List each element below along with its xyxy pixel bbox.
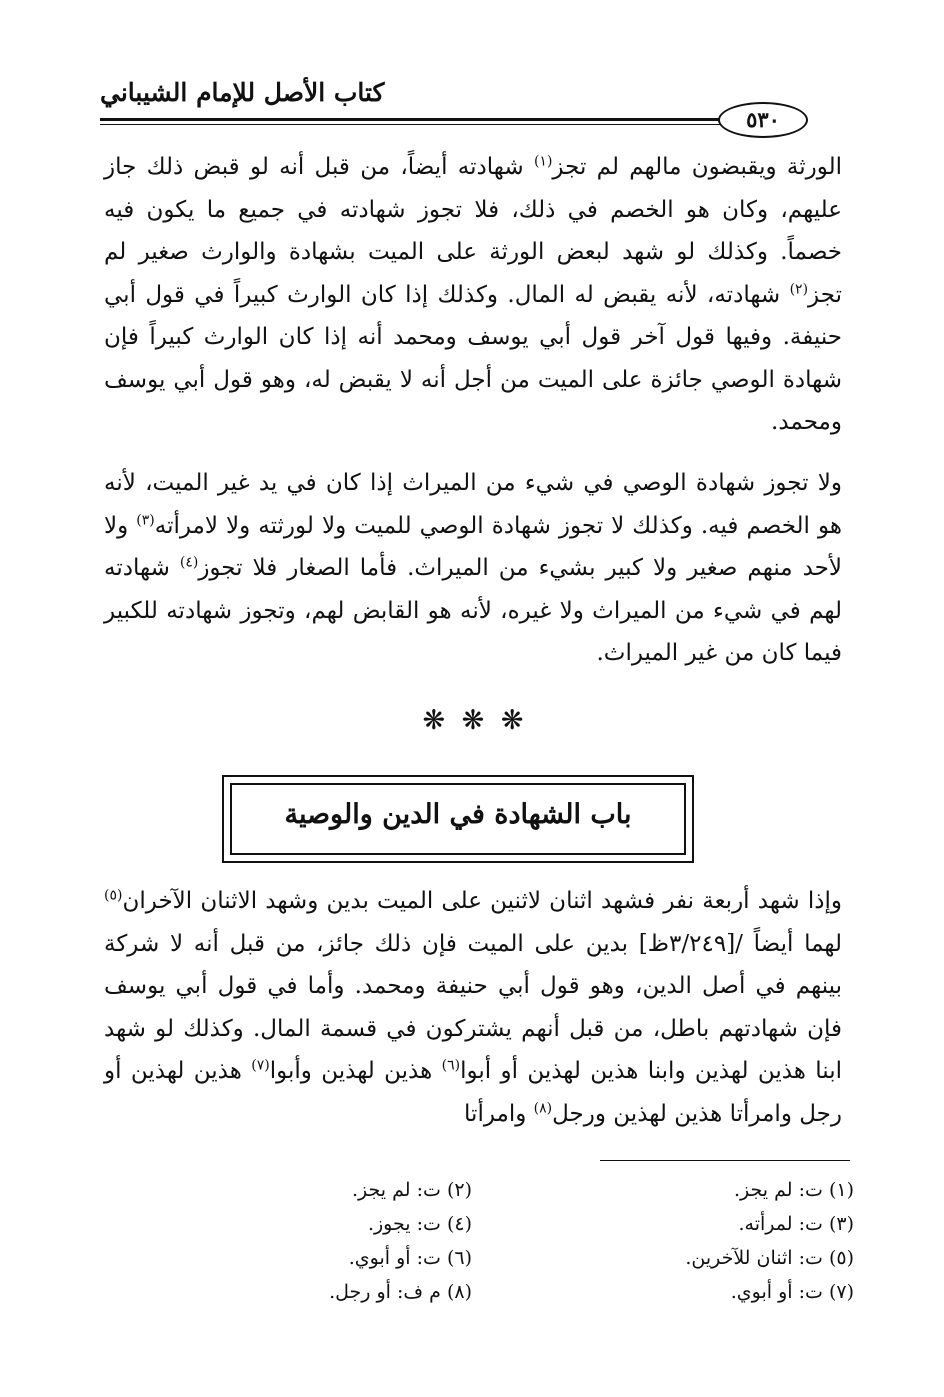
footnote-separator	[600, 1160, 850, 1161]
footnote-8: (٨) م ف: أو رجل.	[329, 1281, 472, 1303]
footnote-3: (٣) ت: لمرأته.	[738, 1213, 854, 1235]
header-rule-thin	[100, 124, 800, 125]
paragraph-2: ولا تجوز شهادة الوصي في شيء من الميراث إذا كان في يد غير الميت، لأنه هو الخصم فيه. وكذلك لا تجوز شهادة الوصي للميت ولا لورثته ولا لامرأته$^{(٣)}$ ولا لأحد منهم صغير ولا كبير بشيء من الميراث. فأما الصغار فلا تجوز$^{(٤)}$ شهادته لهم في شيء من الميراث ولا غيره، لأنه هو القابض لهم، وتجوز شهادته للكبير فيما كان من غير الميراث.	[104, 470, 842, 666]
footnote-6: (٦) ت: أو أبوي.	[348, 1247, 472, 1269]
chapter-title: باب الشهادة في الدين والوصية	[284, 799, 632, 830]
footnote-ref-1[interactable]: (١)	[533, 153, 553, 170]
running-header-title: كتاب الأصل للإمام الشيباني	[100, 78, 385, 107]
chapter-heading-frame	[222, 775, 694, 863]
footnote-4: (٤) ت: يجوز.	[367, 1213, 472, 1235]
section-ornament: ❋ ❋ ❋	[422, 705, 528, 736]
footnote-ref-3[interactable]: (٣)	[136, 511, 155, 528]
footnote-ref-6[interactable]: (٦)	[441, 1057, 461, 1074]
footnote-1: (١) ت: لم يجز.	[734, 1179, 854, 1201]
footnote-ref-5[interactable]: (٥)	[104, 887, 123, 904]
paragraph-1: الورثة ويقبضون مالهم لم تجز$^{(١)}$ شهادته أيضاً، من قبل أنه لو قبض ذلك جاز عليهم، وكان هو الخصم في ذلك، فلا تجوز شهادته في جميع ما يكون فيه خصماً. وكذلك لو شهد لبعض الورثة على الميت بشهادة والوارث صغير لم تجز$^{(٢)}$ شهادته، لأنه يقبض له المال. وكذلك إذا كان الوارث كبيراً في قول أبي حنيفة. وفيها قول آخر قول أبي يوسف ومحمد أنه إذا كان الوارث كبيراً فإن شهادة الوصي جائزة على الميت من أجل أنه لا يقبض له، وهو قول أبي يوسف ومحمد.	[104, 153, 842, 435]
page-number-badge: ٥٣٠	[718, 102, 808, 138]
footnote-5: (٥) ت: اثنان للآخرين.	[685, 1247, 854, 1269]
footnote-ref-7[interactable]: (٧)	[251, 1057, 270, 1074]
footnote-7: (٧) ت: أو أبوي.	[730, 1281, 854, 1303]
header-rule-thick	[100, 118, 800, 121]
footnote-ref-4[interactable]: (٤)	[179, 554, 199, 571]
footnote-ref-8[interactable]: (٨)	[533, 1099, 553, 1116]
footnote-ref-2[interactable]: (٢)	[789, 280, 809, 297]
paragraph-3: وإذا شهد أربعة نفر فشهد اثنان لاثنين على الميت بدين وشهد الاثنان الآخران$^{(٥)}$ لهما أيضاً /[٣/٢٤٩ظ] بدين على الميت فإن ذلك جائز، من قبل أنه لا شركة بينهم في أصل الدين، وهو قول أبي حنيفة ومحمد. وأما في قول أبي يوسف فإن شهادتهم باطل، من قبل أنهم يشتركون في قسمة المال. وكذلك لو شهد ابنا هذين لهذين وابنا هذين لهذين أو أبوا$^{(٦)}$ هذين لهذين وأبوا$^{(٧)}$ هذين لهذين أو رجل وامرأتا هذين لهذين ورجل$^{(٨)}$ وامرأتا	[104, 887, 843, 1127]
footnote-2: (٢) ت: لم يجز.	[352, 1179, 472, 1201]
